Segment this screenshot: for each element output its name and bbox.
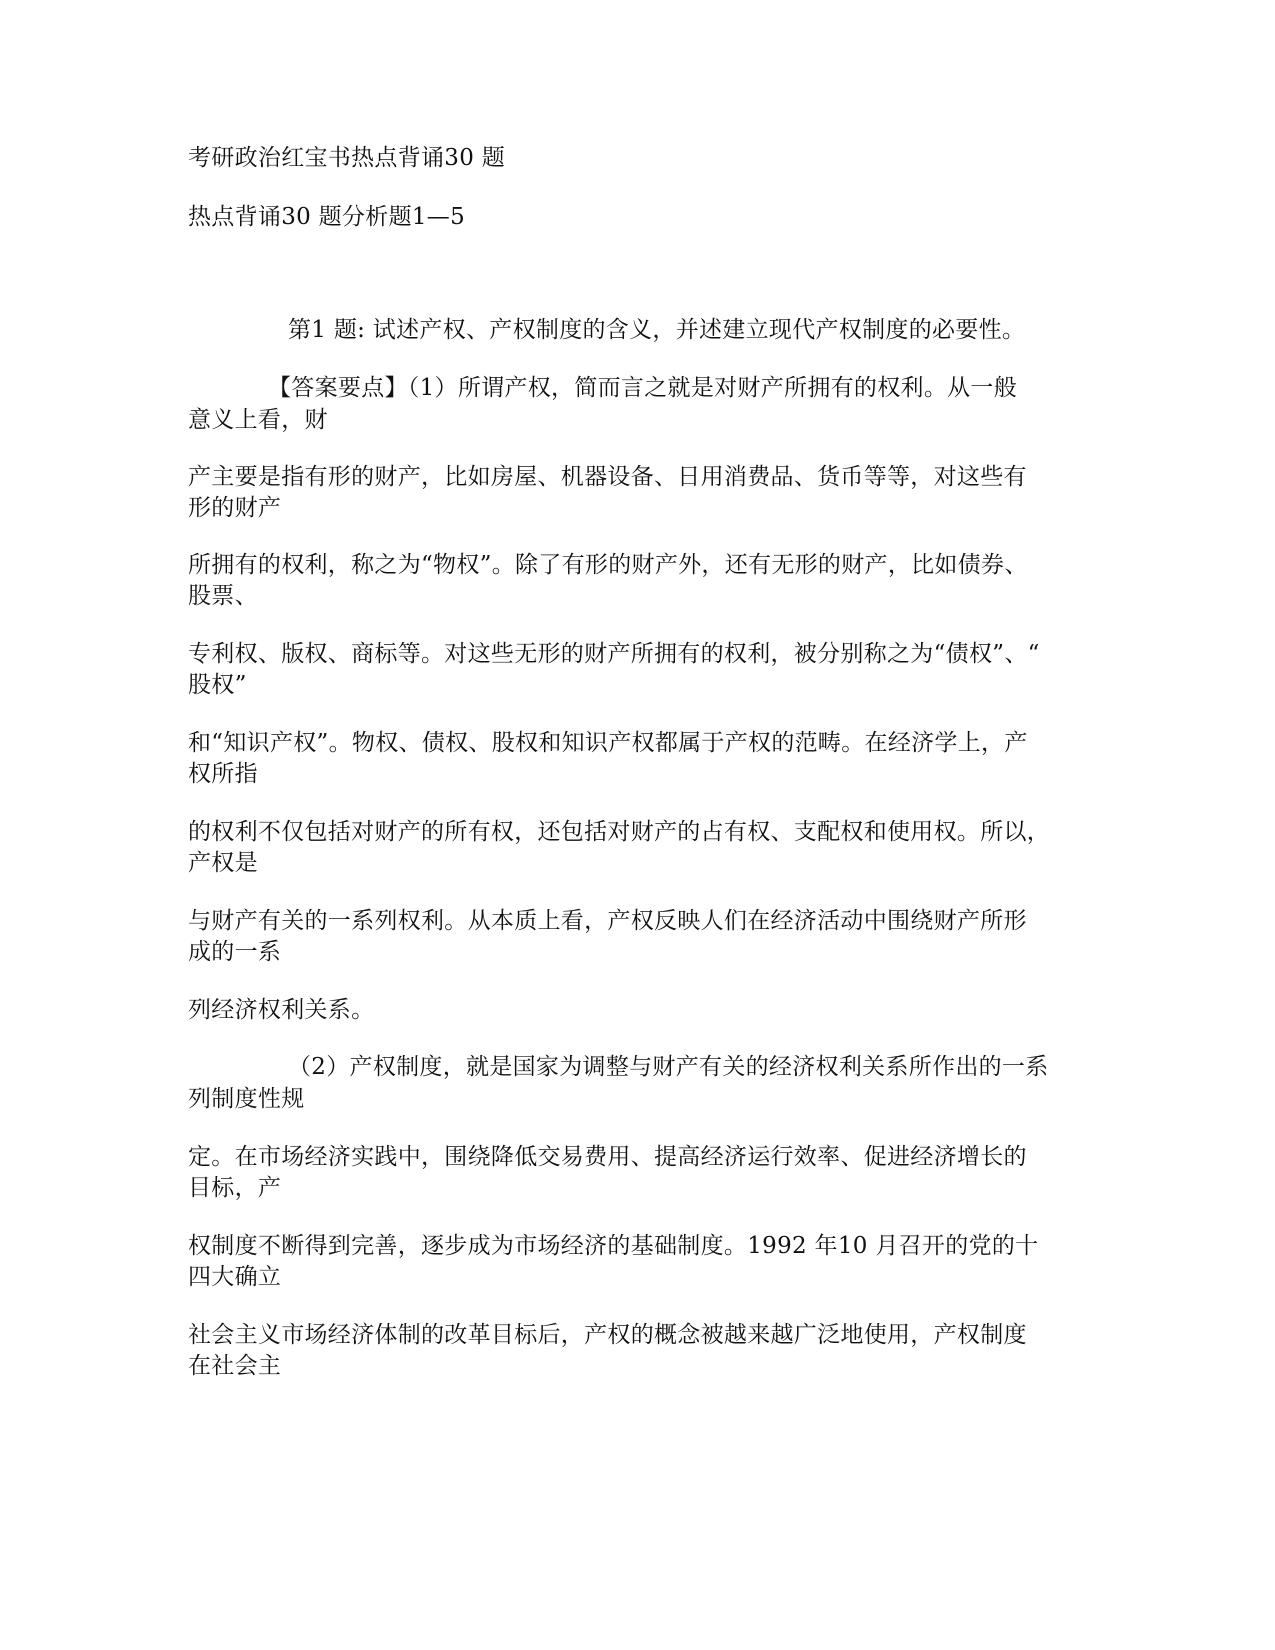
- answer-line-3: 产主要是指有形的财产，比如房屋、机器设备、日用消费品、货币等等，对这些有: [188, 464, 1027, 490]
- document-subtitle: 热点背诵30 题分析题1—5: [188, 204, 466, 230]
- answer-line-12: 产权是: [188, 850, 258, 876]
- answer-line-5: 所拥有的权利，称之为“物权”。除了有形的财产外，还有无形的财产，比如债券、: [188, 552, 1028, 578]
- question-heading: 第1 题: 试述产权、产权制度的含义，并述建立现代产权制度的必要性。: [288, 317, 1026, 343]
- answer-line-23: 在社会主: [188, 1353, 282, 1379]
- answer-line-16: （2）产权制度，就是国家为调整与财产有关的经济权利关系所作出的一系: [288, 1054, 1049, 1080]
- answer-line-21: 四大确立: [188, 1264, 282, 1290]
- answer-line-22: 社会主义市场经济体制的改革目标后，产权的概念被越来越广泛地使用，产权制度: [188, 1322, 1027, 1348]
- document-title: 考研政治红宝书热点背诵30 题: [188, 145, 506, 171]
- answer-line-6: 股票、: [188, 583, 258, 609]
- answer-line-1: 【答案要点】（1）所谓产权，简而言之就是对财产所拥有的权利。从一般: [268, 375, 1018, 401]
- answer-line-17: 列制度性规: [188, 1086, 305, 1112]
- answer-line-11: 的权利不仅包括对财产的所有权，还包括对财产的占有权、支配权和使用权。所以，: [188, 819, 1051, 845]
- answer-line-10: 权所指: [188, 761, 258, 787]
- answer-line-20: 权制度不断得到完善，逐步成为市场经济的基础制度。1992 年10 月召开的党的十: [188, 1233, 1039, 1259]
- answer-line-8: 股权”: [188, 672, 247, 698]
- answer-line-19: 目标，产: [188, 1175, 282, 1201]
- answer-line-15: 列经济权利关系。: [188, 997, 375, 1023]
- answer-line-7: 专利权、版权、商标等。对这些无形的财产所拥有的权利，被分别称之为“债权”、“: [188, 641, 1040, 667]
- answer-line-2: 意义上看，财: [188, 407, 328, 433]
- answer-line-13: 与财产有关的一系列权利。从本质上看，产权反映人们在经济活动中围绕财产所形: [188, 908, 1027, 934]
- answer-line-9: 和“知识产权”。物权、债权、股权和知识产权都属于产权的范畴。在经济学上，产: [188, 730, 1028, 756]
- answer-line-14: 成的一系: [188, 939, 282, 965]
- answer-line-18: 定。在市场经济实践中，围绕降低交易费用、提高经济运行效率、促进经济增长的: [188, 1144, 1027, 1170]
- answer-line-4: 形的财产: [188, 495, 282, 521]
